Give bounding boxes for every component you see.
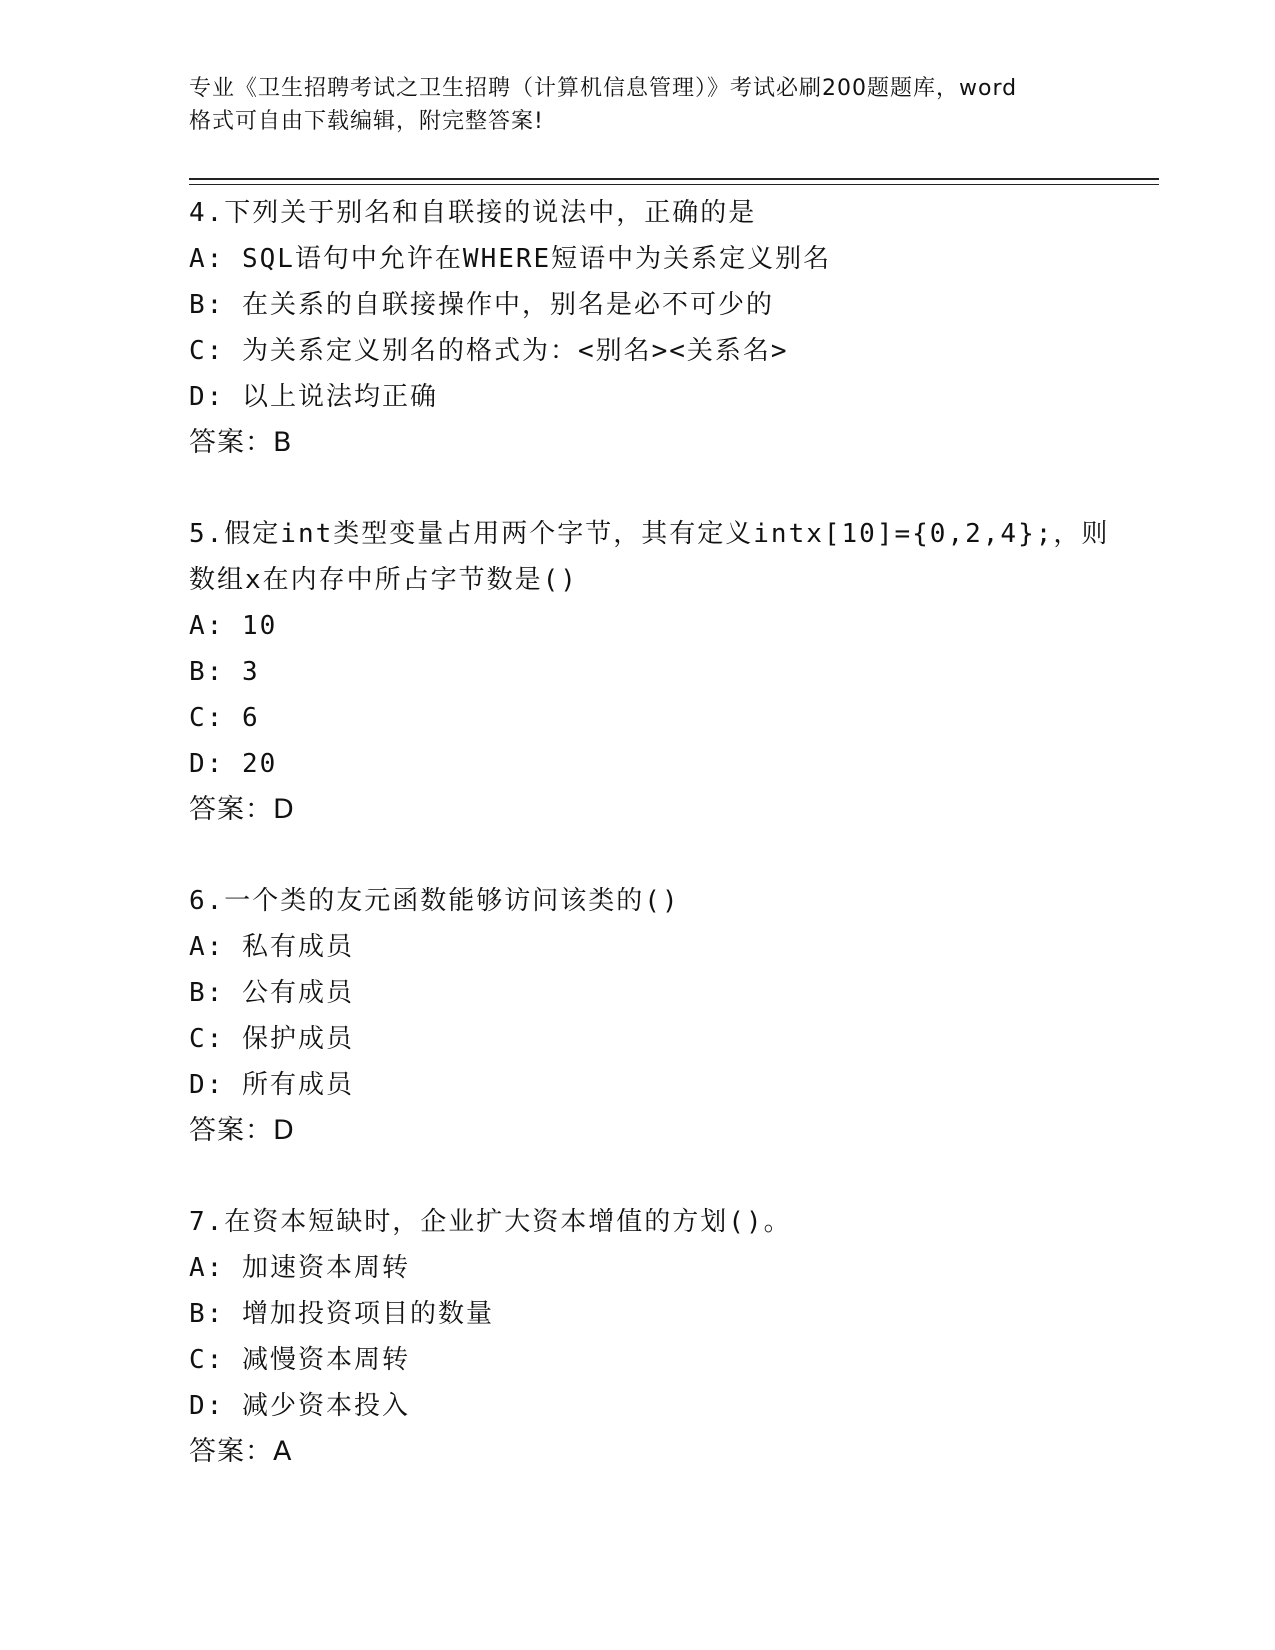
option-b: B: 公有成员 <box>189 978 354 1008</box>
option-c: C: 保护成员 <box>189 1024 354 1054</box>
document-header <box>189 72 1089 138</box>
header-line-1: 专业《卫生招聘考试之卫生招聘（计算机信息管理）》考试必刷200题题库，word <box>189 76 1018 101</box>
option-a: A: 加速资本周转 <box>189 1253 410 1283</box>
question-title: 6.一个类的友元函数能够访问该类的() <box>189 886 680 916</box>
question-title: 4.下列关于别名和自联接的说法中，正确的是 <box>189 198 757 228</box>
option-a: A: 10 <box>189 611 278 641</box>
option-d: D: 20 <box>189 749 278 779</box>
option-c: C: 减慢资本周转 <box>189 1345 410 1375</box>
option-b: B: 在关系的自联接操作中，别名是必不可少的 <box>189 290 774 320</box>
question-title: 7.在资本短缺时，企业扩大资本增值的方划()。 <box>189 1207 792 1237</box>
question-title-continued: 数组x在内存中所占字节数是() <box>189 565 578 595</box>
question-block-6 <box>189 878 1109 1154</box>
question-block-5 <box>189 511 1109 833</box>
option-a: A: SQL语句中允许在WHERE短语中为关系定义别名 <box>189 244 832 274</box>
option-a: A: 私有成员 <box>189 932 354 962</box>
question-list <box>189 190 1109 1520</box>
question-block-4 <box>189 190 1109 466</box>
question-block-7 <box>189 1199 1109 1475</box>
answer-label: 答案：A <box>189 1436 293 1467</box>
option-c: C: 为关系定义别名的格式为：<别名><关系名> <box>189 336 789 366</box>
option-b: B: 增加投资项目的数量 <box>189 1299 494 1329</box>
header-line-2: 格式可自由下载编辑，附完整答案! <box>189 109 544 134</box>
option-d: D: 所有成员 <box>189 1070 354 1100</box>
option-b: B: 3 <box>189 657 260 687</box>
option-c: C: 6 <box>189 703 260 733</box>
question-title: 5.假定int类型变量占用两个字节，其有定义intx[10]={0,2,4};，则 <box>189 519 1110 549</box>
answer-label: 答案：D <box>189 1115 295 1146</box>
header-divider-thin <box>189 184 1159 185</box>
option-d: D: 减少资本投入 <box>189 1391 410 1421</box>
header-divider-thick <box>189 178 1159 180</box>
option-d: D: 以上说法均正确 <box>189 382 438 412</box>
answer-label: 答案：D <box>189 794 295 825</box>
answer-label: 答案：B <box>189 427 293 458</box>
